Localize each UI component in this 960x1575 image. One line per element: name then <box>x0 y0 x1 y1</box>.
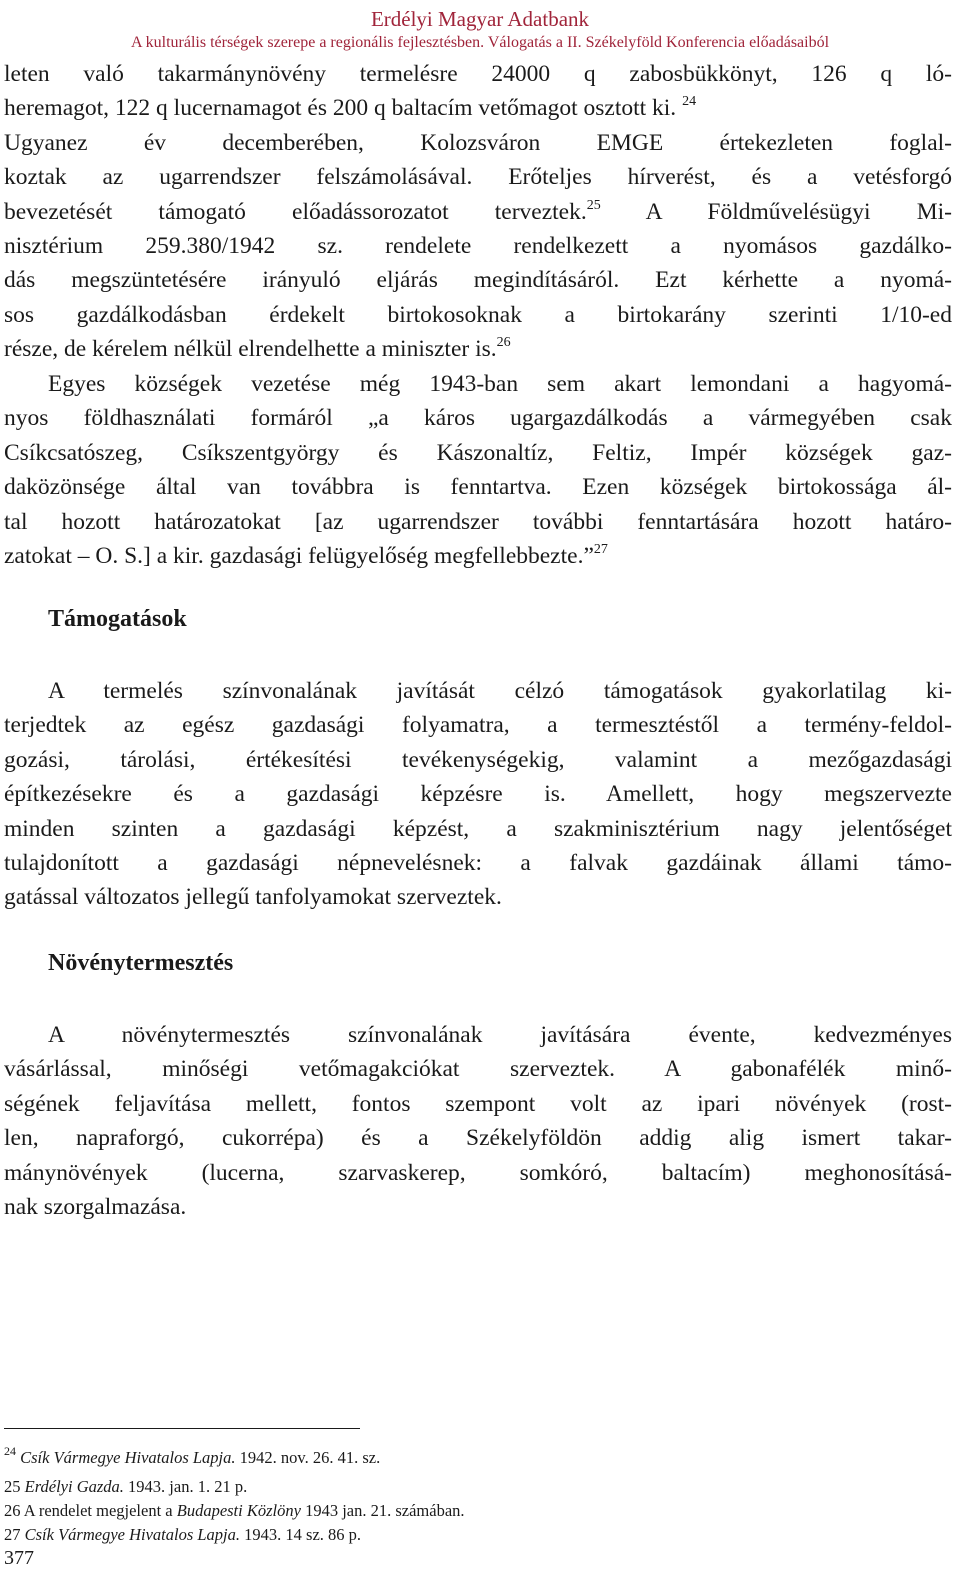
site-subtitle: A kulturális térségek szerepe a regionális fejlesztésben. Válogatás a II. Székelyföld Konferencia előadásaiból <box>130 34 830 51</box>
footnote-number: 27 <box>4 1525 25 1544</box>
paragraph-1 <box>4 57 952 367</box>
text-line: dás megszüntetésére irányuló eljárás megindításáról. Ezt kérhette a nyomá- <box>4 267 952 294</box>
text-line: nyos földhasználati formáról „a káros ugargazdálkodás a vármegyében csak <box>4 405 952 432</box>
paragraph-2 <box>4 367 952 573</box>
text-line: koztak az ugarrendszer felszámolásával. Erőteljes hírverést, és a vetésforgó <box>4 164 952 191</box>
footnote-source: Budapesti Közlöny <box>176 1501 301 1520</box>
footnote-ref[interactable]: 25 <box>586 197 601 213</box>
text-line: gozási, tárolási, értékesítési tevékenységekig, valamint a mezőgazdasági <box>4 746 952 773</box>
text-line: daközönsége által van továbbra is fenntartva. Ezen községek birtokossága ál- <box>4 474 952 501</box>
text-line: építkezésekre és a gazdasági képzésre is. Amellett, hogy megszervezte <box>4 781 952 808</box>
text-run: része, de kérelem nélkül elrendelhette a miniszter is. <box>4 336 497 363</box>
text-line: Egyes községek vezetése még 1943-ban sem akart lemondani a hagyomá- <box>48 371 952 397</box>
text-run: bevezetését támogató előadássorozatot terveztek. <box>4 198 587 225</box>
footnote-27 <box>4 1525 361 1545</box>
footnote-detail: 1942. nov. 26. 41. sz. <box>235 1448 381 1467</box>
text-line: minden szinten a gazdasági képzést, a szakminisztérium nagy jelentőséget <box>4 815 952 842</box>
text-line: leten való takarmánynövény termelésre 24000 q zabosbükkönyt, 126 q ló- <box>4 61 952 87</box>
text-line: nak szorgalmazása. <box>4 1194 187 1221</box>
footnote-number: 24 <box>4 1444 16 1458</box>
footnote-25 <box>4 1477 247 1497</box>
footnote-detail: 1943 jan. 21. számában. <box>300 1501 465 1520</box>
footnote-divider <box>4 1428 360 1429</box>
text-line: Ugyanez év decemberében, Kolozsváron EMGE értekezleten foglal- <box>4 129 952 156</box>
text-line <box>4 539 952 573</box>
text-line: A termelés színvonalának javítását célzó támogatások gyakorlatilag ki- <box>48 678 952 704</box>
footnote-detail: 1943. jan. 1. 21 p. <box>123 1477 248 1496</box>
footnote-text: 26 A rendelet megjelent a <box>4 1501 177 1520</box>
text-line: len, napraforgó, cukorrépa) és a Székelyföldön addig alig ismert takar- <box>4 1125 952 1152</box>
text-run: A Földművelésügyi Mi- <box>645 198 952 225</box>
text-run: heremagot, 122 q lucernamagot és 200 q baltacím vetőmagot osztott ki. <box>4 95 677 122</box>
section-heading: Támogatások <box>48 606 187 632</box>
paragraph-3 <box>4 674 952 915</box>
footnote-detail: 1943. 14 sz. 86 p. <box>240 1525 362 1544</box>
text-line <box>4 332 952 366</box>
site-title: Erdélyi Magyar Adatbank <box>370 7 590 31</box>
footnote-ref[interactable]: 27 <box>593 542 608 558</box>
text-line: terjedtek az egész gazdasági folyamatra, a termesztéstől a termény-feldol- <box>4 712 952 739</box>
text-line: A növénytermesztés színvonalának javítására évente, kedvezményes <box>48 1022 952 1048</box>
footnote-ref[interactable]: 24 <box>682 94 697 110</box>
text-line: tal hozott határozatokat [az ugarrendszer további fenntartására hozott határo- <box>4 508 952 535</box>
text-line: mánynövények (lucerna, szarvaskerep, somkóró, baltacím) meghonosításá- <box>4 1159 952 1186</box>
text-line: vásárlással, minőségi vetőmagakciókat szerveztek. A gabonafélék minő- <box>4 1056 952 1083</box>
section-heading: Növénytermesztés <box>48 950 234 976</box>
footnote-number: 25 <box>4 1477 25 1496</box>
footnote-26 <box>4 1501 465 1521</box>
page-number: 377 <box>4 1547 34 1569</box>
text-line <box>4 195 952 229</box>
footnote-source: Csík Vármegye Hivatalos Lapja. <box>24 1525 241 1544</box>
text-run: zatokat – O. S.] a kir. gazdasági felügyelőség megfellebbezte.” <box>4 543 594 570</box>
text-line: tulajdonított a gazdasági népnevelésnek: a falvak gazdáinak állami támo- <box>4 850 952 877</box>
text-line <box>4 91 952 125</box>
footnote-24 <box>4 1444 381 1468</box>
text-line: Csíkcsatószeg, Csíkszentgyörgy és Kászonaltíz, Feltiz, Impér községek gaz- <box>4 439 952 466</box>
text-line: ségének feljavítása mellett, fontos szempont volt az ipari növények (rost- <box>4 1090 952 1117</box>
footnote-ref[interactable]: 26 <box>496 335 511 351</box>
text-line: nisztérium 259.380/1942 sz. rendelete rendelkezett a nyomásos gazdálko- <box>4 233 952 260</box>
footnote-source: Csík Vármegye Hivatalos Lapja. <box>20 1448 236 1467</box>
text-line: gatással változatos jellegű tanfolyamokat szerveztek. <box>4 884 502 911</box>
text-line: sos gazdálkodásban érdekelt birtokosoknak a birtokarány szerinti 1/10-ed <box>4 301 952 328</box>
paragraph-4 <box>4 1018 952 1224</box>
footnote-source: Erdélyi Gazda. <box>24 1477 124 1496</box>
